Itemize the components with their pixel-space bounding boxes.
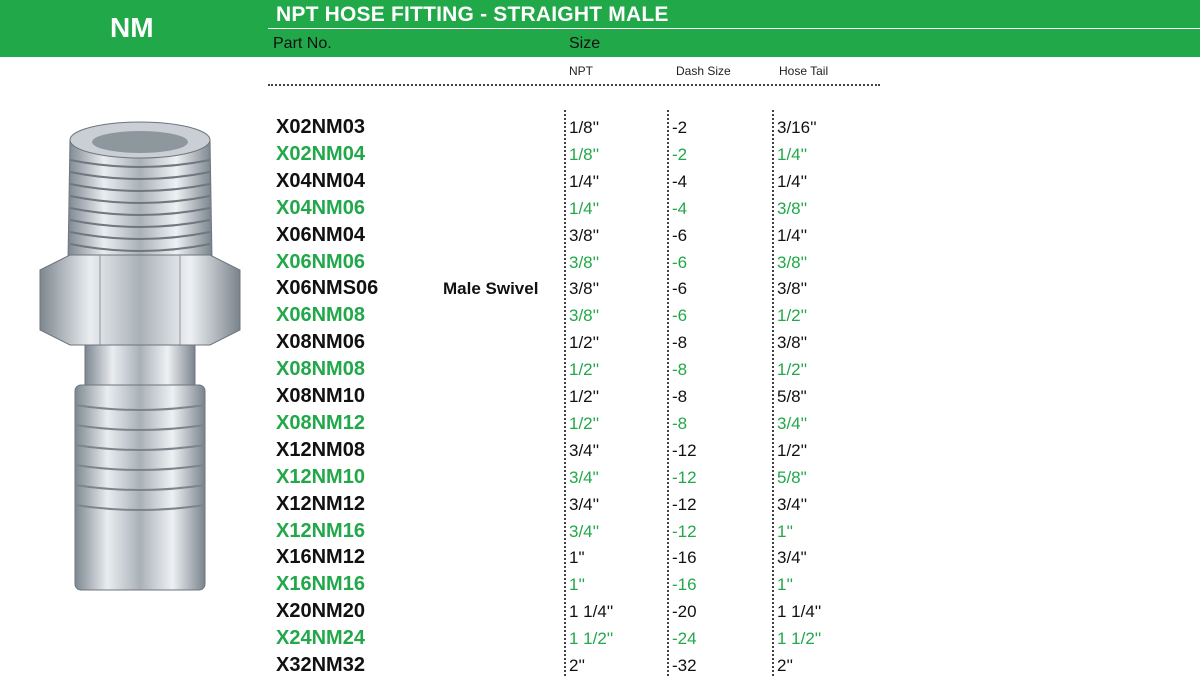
npt-size: 3/4'' xyxy=(569,494,600,514)
hose-tail-size: 2'' xyxy=(777,656,793,675)
npt-size: 2'' xyxy=(569,656,585,675)
table-row xyxy=(0,329,900,356)
table-row xyxy=(0,356,900,383)
dash-size: -12 xyxy=(672,440,697,460)
npt-size: 1/2'' xyxy=(569,413,600,433)
page-title: NPT HOSE FITTING - STRAIGHT MALE xyxy=(276,3,669,26)
hose-tail-size: 3/8'' xyxy=(777,198,808,218)
dash-size: -16 xyxy=(672,548,697,568)
hose-tail-size: 3/8'' xyxy=(777,279,808,299)
dash-size: -8 xyxy=(672,413,688,433)
part-number: X20NM20 xyxy=(276,600,365,623)
hose-tail-size: 3/4'' xyxy=(777,494,808,514)
dash-size: -8 xyxy=(672,387,688,406)
size-header: Size xyxy=(569,35,601,52)
npt-size: 1/2'' xyxy=(569,387,600,406)
hose-tail-size: 1'' xyxy=(777,521,793,541)
hose-tail-size: 1/2'' xyxy=(777,360,808,380)
table-row xyxy=(0,598,900,625)
npt-size: 1/8'' xyxy=(569,144,600,164)
row-note: Male Swivel xyxy=(443,279,539,299)
npt-size: 1'' xyxy=(569,575,585,595)
table-row xyxy=(0,437,900,464)
table-row xyxy=(0,625,900,652)
part-no-header: Part No. xyxy=(273,35,332,52)
dash-size: -8 xyxy=(672,333,688,353)
header-divider xyxy=(268,84,880,86)
npt-size: 3/8'' xyxy=(569,225,600,245)
table-row xyxy=(0,302,900,329)
npt-size: 3/8'' xyxy=(569,279,600,299)
npt-subheader: NPT xyxy=(569,64,593,78)
dash-size: -4 xyxy=(672,198,688,218)
table-row xyxy=(0,464,900,491)
dash-size: -6 xyxy=(672,279,688,299)
hose-tail-size: 3/4'' xyxy=(777,413,808,433)
dash-size: -6 xyxy=(672,306,688,326)
dash-size: -24 xyxy=(672,629,697,649)
dash-size-subheader: Dash Size xyxy=(676,64,731,78)
hose-tail-size: 1 1/2'' xyxy=(777,629,822,649)
hose-tail-size: 3/8'' xyxy=(777,333,808,353)
npt-size: 1 1/2'' xyxy=(569,629,614,649)
dash-size: -4 xyxy=(672,171,688,191)
part-number: X24NM24 xyxy=(276,627,365,650)
dash-size: -20 xyxy=(672,602,697,622)
section-code: NM xyxy=(110,12,154,43)
part-number: X02NM03 xyxy=(276,116,365,138)
part-number: X08NM12 xyxy=(276,411,365,434)
hose-tail-size: 1/2'' xyxy=(777,440,808,460)
part-number: X08NM08 xyxy=(276,358,365,381)
hose-tail-size: 3/16'' xyxy=(777,118,817,137)
hose-tail-size: 1/4'' xyxy=(777,171,808,191)
part-number: X12NM16 xyxy=(276,519,365,542)
table-row xyxy=(0,383,900,410)
table-row xyxy=(0,222,900,249)
npt-size: 1/2'' xyxy=(569,333,600,353)
dash-size: -6 xyxy=(672,225,688,245)
part-number: X16NM16 xyxy=(276,573,365,596)
table-row xyxy=(0,571,900,598)
hose-tail-size: 1/4'' xyxy=(777,225,808,245)
part-number: X16NM12 xyxy=(276,546,365,569)
npt-size: 1" xyxy=(569,548,585,568)
part-number: X12NM10 xyxy=(276,465,365,488)
npt-size: 1/2'' xyxy=(569,360,600,380)
hose-tail-size: 5/8" xyxy=(777,387,807,406)
npt-size: 1 1/4'' xyxy=(569,602,614,622)
part-number: X08NM06 xyxy=(276,331,365,354)
part-number: X06NM04 xyxy=(276,223,365,246)
hose-tail-size: 1/4'' xyxy=(777,144,808,164)
part-number: X06NM08 xyxy=(276,304,365,327)
table-row xyxy=(0,275,900,302)
npt-size: 3/4" xyxy=(569,467,599,487)
table-row xyxy=(0,652,900,679)
dash-size: -16 xyxy=(672,575,697,595)
part-number: X12NM12 xyxy=(276,492,365,515)
dash-size: -12 xyxy=(672,467,697,487)
table-row xyxy=(0,168,900,195)
dash-size: -12 xyxy=(672,521,697,541)
part-number: X04NM06 xyxy=(276,196,365,219)
part-number: X12NM08 xyxy=(276,438,365,461)
dash-size: -2 xyxy=(672,144,688,164)
part-number: X04NM04 xyxy=(276,169,365,192)
hose-tail-size: 1/2'' xyxy=(777,306,808,326)
npt-size: 3/8'' xyxy=(569,252,600,272)
hose-tail-size: 5/8" xyxy=(777,467,807,487)
table-row xyxy=(0,410,900,437)
dash-size: -8 xyxy=(672,360,688,380)
table-row xyxy=(0,544,900,571)
npt-size: 3/8'' xyxy=(569,306,600,326)
hose-tail-size: 3/8'' xyxy=(777,252,808,272)
npt-size: 3/4'' xyxy=(569,521,600,541)
part-number: X02NM04 xyxy=(276,142,365,165)
table-row xyxy=(0,195,900,222)
part-number: X06NMS06 xyxy=(276,277,379,300)
npt-size: 3/4'' xyxy=(569,440,600,460)
hose-tail-size: 3/4" xyxy=(777,548,807,568)
dash-size: -2 xyxy=(672,118,688,137)
table-row xyxy=(0,249,900,276)
npt-size: 1/4'' xyxy=(569,171,600,191)
table-row xyxy=(0,518,900,545)
dash-size: -32 xyxy=(672,656,697,675)
npt-size: 1/8'' xyxy=(569,118,600,137)
part-number: X08NM10 xyxy=(276,385,365,407)
part-number: X06NM06 xyxy=(276,250,365,273)
part-number: X32NM32 xyxy=(276,654,365,676)
hose-tail-size: 1 1/4'' xyxy=(777,602,822,622)
dash-size: -12 xyxy=(672,494,697,514)
table-row xyxy=(0,491,900,518)
npt-size: 1/4'' xyxy=(569,198,600,218)
dash-size: -6 xyxy=(672,252,688,272)
hose-tail-size: 1'' xyxy=(777,575,793,595)
hose-tail-subheader: Hose Tail xyxy=(779,64,829,78)
table-row xyxy=(0,141,900,168)
table-row xyxy=(0,114,900,141)
